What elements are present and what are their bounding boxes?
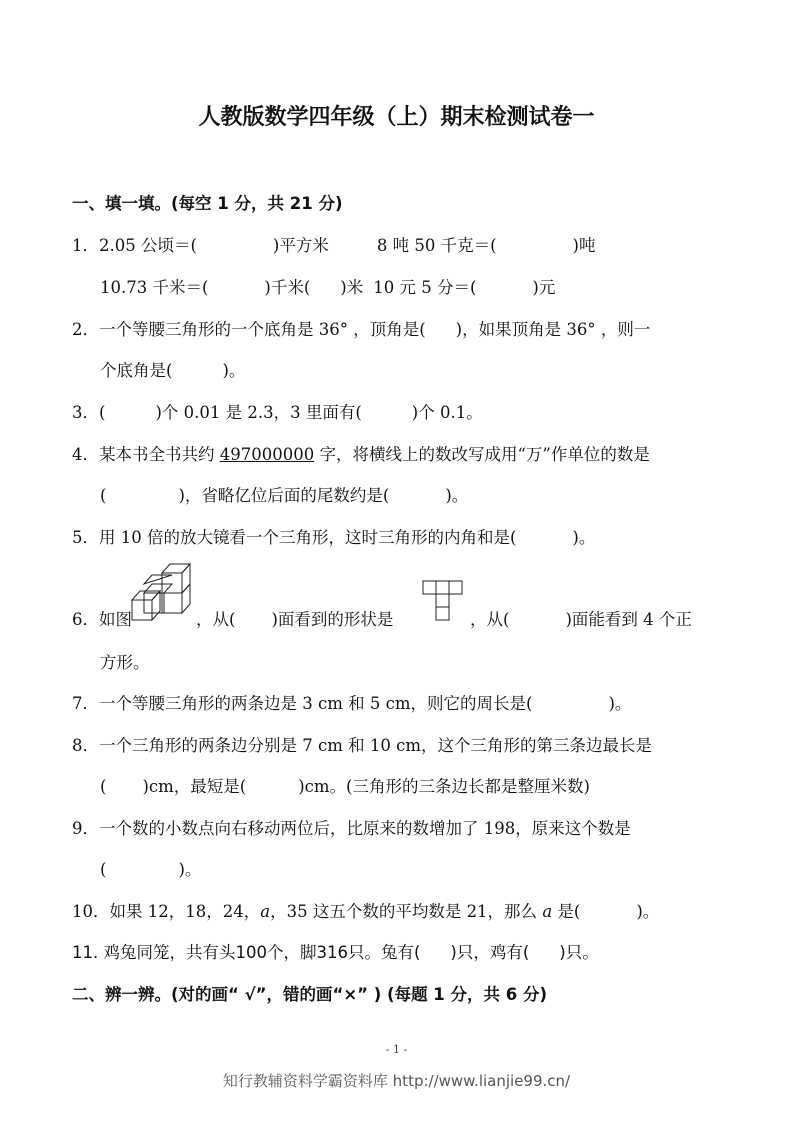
q8-text: ( [100, 777, 107, 796]
q4-text: )。 [445, 486, 469, 505]
q3-text: )个 0.1。 [411, 403, 483, 422]
question-4-line-1 [72, 441, 732, 465]
q6-text: )面看到的形状是 [271, 610, 394, 629]
question-11 [72, 939, 732, 963]
cube-stack-figure [130, 560, 192, 622]
question-6-line-2: 方形。 [100, 653, 150, 672]
question-2-line-2 [100, 357, 760, 381]
q4-text: 字，将横线上的数改写成用“万”作单位的数是 [314, 445, 650, 464]
q1-text: 10.73 千米＝( [100, 278, 209, 297]
q8-text: )cm。(三角形的三条边长都是整厘米数) [298, 777, 590, 796]
section-heading-1: 一、填一填。(每空 1 分，共 21 分) [72, 194, 343, 213]
q1-text: )吨 [572, 236, 596, 255]
q9-text: )。 [178, 860, 202, 879]
q4-text: 4．某本书全书共约 [72, 445, 220, 464]
underlined-number: 497000000 [219, 445, 315, 464]
q7-text: )。 [608, 694, 632, 713]
q11-text: )只，鸡有( [450, 943, 530, 962]
q5-text: )。 [572, 528, 596, 547]
q1-text: 8 吨 50 千克＝( [376, 236, 497, 255]
question-7 [72, 690, 732, 714]
page-title: 人教版数学四年级（上）期末检测试卷一 [198, 105, 595, 130]
q1-text: 1．2.05 公顷＝( [72, 236, 197, 255]
question-9-line-1: 9．一个数的小数点向右移动两位后，比原来的数增加了 198，原来这个数是 [72, 819, 631, 838]
q2-text: )。 [222, 361, 246, 380]
question-8-line-2 [100, 773, 760, 797]
q1-text: )米 [340, 278, 364, 297]
question-4-line-2 [100, 482, 760, 506]
question-6-line-1 [72, 560, 732, 629]
q6-text: ，从( [470, 610, 510, 629]
q10-text: )。 [636, 902, 660, 921]
q7-text: 7．一个等腰三角形的两条边是 3 cm 和 5 cm，则它的周长是( [72, 694, 533, 713]
q10-text: ，35 这五个数的平均数是 21，那么 [270, 902, 543, 921]
q2-text: )，如果顶角是 36° ，则一 [455, 320, 651, 339]
question-1-line-2 [100, 274, 760, 298]
q6-text [470, 606, 692, 630]
q3-text: )个 0.01 是 2.3，3 里面有( [155, 403, 362, 422]
question-3 [72, 399, 732, 423]
variable-a: a [260, 902, 271, 921]
q6-text: 6．如图 [72, 610, 132, 629]
q2-text: 个底角是( [100, 361, 173, 380]
q6-text [196, 606, 393, 630]
question-9-line-2 [100, 856, 760, 880]
question-10 [72, 898, 732, 922]
q1-text: )平方米 [272, 236, 329, 255]
q8-text: )cm，最短是( [142, 777, 247, 796]
question-5 [72, 524, 732, 548]
question-2-line-1 [72, 316, 732, 340]
q1-text: )元 [532, 278, 556, 297]
q11-text: )只。 [559, 943, 599, 962]
q1-text: 10 元 5 分＝( [373, 278, 477, 297]
q4-text: ( [100, 486, 107, 505]
q6-text: ，从( [196, 610, 236, 629]
variable-a: a [542, 902, 553, 921]
section-heading-2: 二、辨一辨。(对的画“ √”，错的画“×” ) (每题 1 分，共 6 分) [72, 985, 548, 1004]
q3-text: 3．( [72, 403, 106, 422]
footer-watermark: 知行教辅资料学霸资料库 http://www.lianjie99.cn/ [222, 1072, 571, 1090]
question-8-line-1: 8．一个三角形的两条边分别是 7 cm 和 10 cm，这个三角形的第三条边最长是 [72, 736, 652, 755]
q2-text: 2．一个等腰三角形的一个底角是 36° ，顶角是( [72, 320, 426, 339]
q10-text: 10．如果 12，18，24， [72, 902, 261, 921]
view-shape-figure [422, 580, 464, 622]
q9-text: ( [100, 860, 107, 879]
question-1-line-1 [72, 232, 732, 256]
q10-text: 是( [552, 902, 581, 921]
q11-text: 11. 鸡兔同笼，共有头100个，脚316只。兔有( [72, 943, 421, 962]
page-number: - 1 - [385, 1043, 408, 1056]
q4-text: )，省略亿位后面的尾数约是( [178, 486, 390, 505]
q1-text: )千米( [264, 278, 311, 297]
q5-text: 5．用 10 倍的放大镜看一个三角形，这时三角形的内角和是( [72, 528, 517, 547]
q6-text: )面能看到 4 个正 [565, 610, 692, 629]
